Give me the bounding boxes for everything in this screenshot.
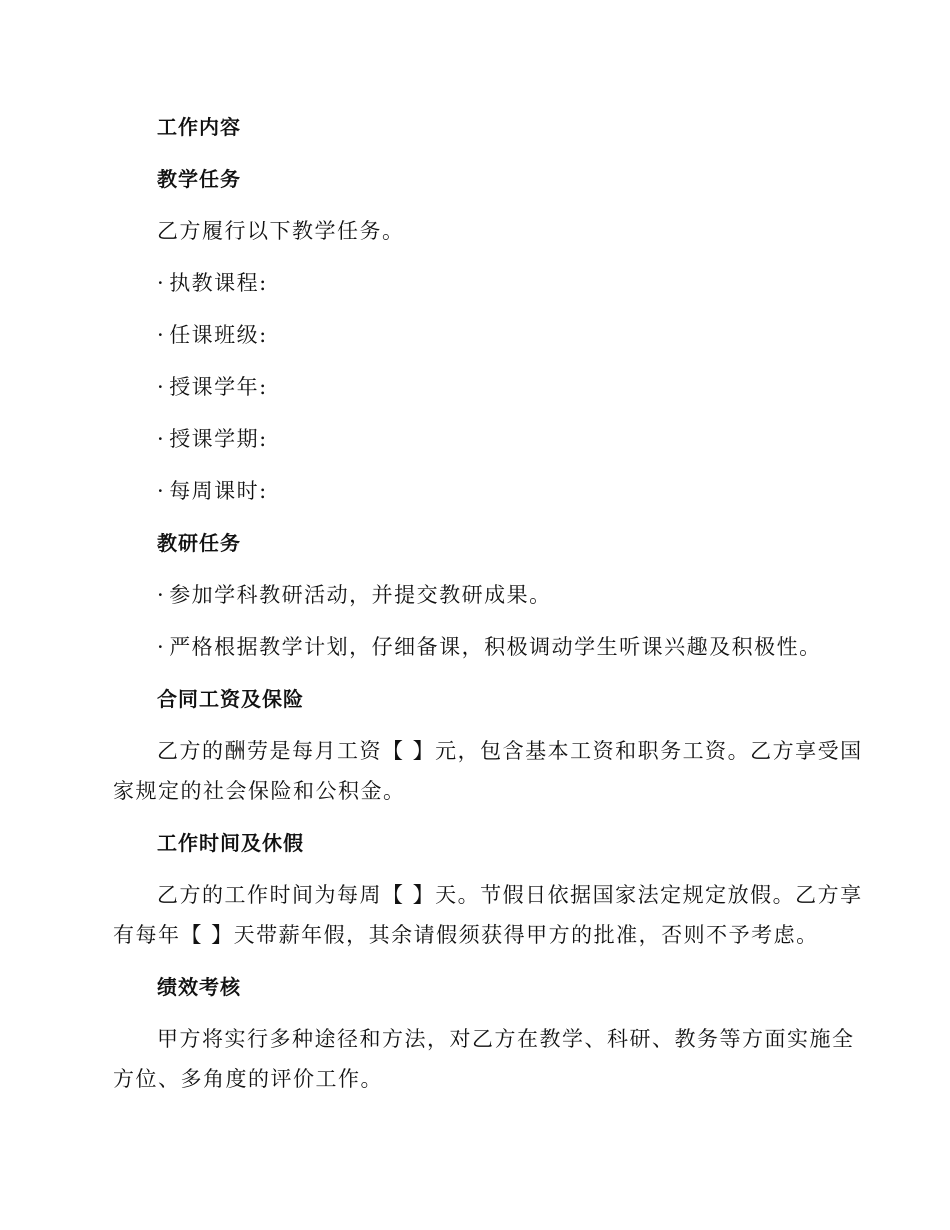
list-item: · 授课学期: <box>157 427 268 451</box>
heading-worktime: 工作时间及休假 <box>157 831 304 855</box>
performance-line-2: 方位、多角度的评价工作。 <box>113 1067 383 1091</box>
list-item: · 任课班级: <box>157 323 268 347</box>
list-item: · 授课学年: <box>157 375 268 399</box>
list-item: · 严格根据教学计划，仔细备课，积极调动学生听课兴趣及积极性。 <box>157 635 822 659</box>
salary-line-1: 乙方的酬劳是每月工资【 】元，包含基本工资和职务工资。乙方享受国 <box>157 739 863 763</box>
heading-work-content: 工作内容 <box>157 115 241 139</box>
performance-line-1: 甲方将实行多种途径和方法，对乙方在教学、科研、教务等方面实施全 <box>157 1027 855 1051</box>
bullet: · <box>157 583 166 607</box>
list-item: · 参加学科教研活动，并提交教研成果。 <box>157 583 552 607</box>
bullet: · <box>157 635 166 659</box>
worktime-line-1: 乙方的工作时间为每周【 】天。节假日依据国家法定规定放假。乙方享 <box>157 883 863 907</box>
heading-salary: 合同工资及保险 <box>157 687 304 711</box>
bullet: · <box>157 427 166 451</box>
bullet: · <box>157 323 166 347</box>
teaching-intro: 乙方履行以下教学任务。 <box>157 219 405 243</box>
worktime-line-2: 有每年【 】天带薪年假，其余请假须获得甲方的批准，否则不予考虑。 <box>113 923 819 947</box>
heading-research-task: 教研任务 <box>157 531 241 555</box>
heading-teaching-task: 教学任务 <box>157 167 241 191</box>
bullet: · <box>157 271 166 295</box>
bullet: · <box>157 375 166 399</box>
salary-line-2: 家规定的社会保险和公积金。 <box>113 779 406 803</box>
list-item: · 每周课时: <box>157 479 268 503</box>
list-item: · 执教课程: <box>157 271 268 295</box>
bullet: · <box>157 479 166 503</box>
heading-performance: 绩效考核 <box>157 975 241 999</box>
